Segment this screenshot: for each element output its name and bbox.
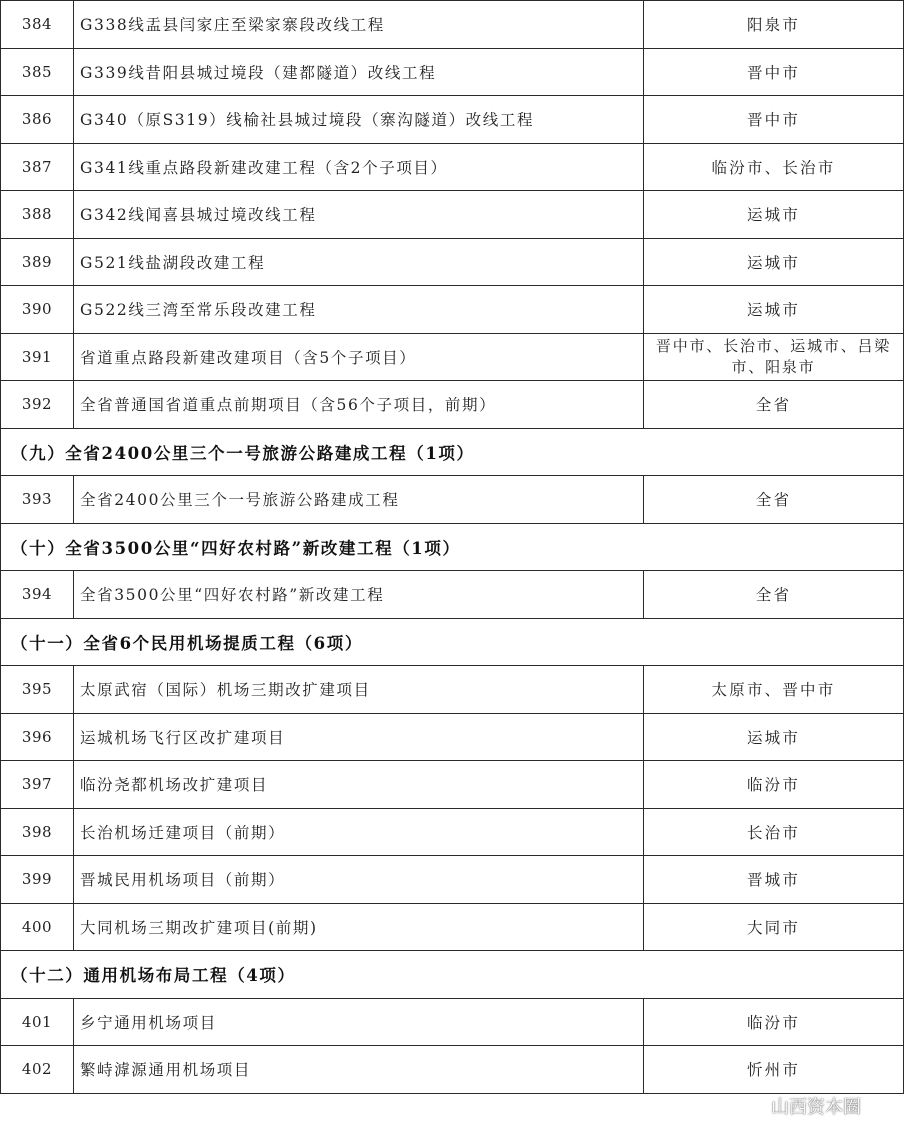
section-title: （十）全省3500公里“四好农村路”新改建工程（1项） [1, 523, 904, 571]
row-number: 402 [1, 1046, 74, 1094]
table-row [1, 381, 904, 429]
project-name: 太原武宿（国际）机场三期改扩建项目 [74, 666, 644, 714]
project-region: 全省 [644, 476, 904, 524]
project-region: 运城市 [644, 713, 904, 761]
project-region: 临汾市 [644, 761, 904, 809]
project-table-body [1, 1, 904, 1094]
project-name: 全省普通国省道重点前期项目（含56个子项目，前期） [74, 381, 644, 429]
project-name: 长治机场迁建项目（前期） [74, 808, 644, 856]
row-number: 391 [1, 333, 74, 381]
table-row [1, 856, 904, 904]
section-title: （九）全省2400公里三个一号旅游公路建成工程（1项） [1, 428, 904, 476]
table-row [1, 808, 904, 856]
table-row [1, 1046, 904, 1094]
section-header-row [1, 523, 904, 571]
row-number: 392 [1, 381, 74, 429]
row-number: 396 [1, 713, 74, 761]
row-number: 398 [1, 808, 74, 856]
row-number: 401 [1, 998, 74, 1046]
project-name: G340（原S319）线榆社县城过境段（寨沟隧道）改线工程 [74, 96, 644, 144]
section-header-row [1, 618, 904, 666]
project-region: 运城市 [644, 191, 904, 239]
table-row [1, 96, 904, 144]
watermark-text: 山西资本圈 [771, 1097, 861, 1118]
table-row [1, 191, 904, 239]
row-number: 400 [1, 903, 74, 951]
project-name: 全省3500公里“四好农村路”新改建工程 [74, 571, 644, 619]
section-title: （十一）全省6个民用机场提质工程（6项） [1, 618, 904, 666]
project-region: 运城市 [644, 238, 904, 286]
project-region: 全省 [644, 381, 904, 429]
project-name: 繁峙滹源通用机场项目 [74, 1046, 644, 1094]
section-title: （十二）通用机场布局工程（4项） [1, 951, 904, 999]
table-row [1, 571, 904, 619]
table-row [1, 998, 904, 1046]
table-row [1, 1, 904, 49]
project-region: 全省 [644, 571, 904, 619]
project-region: 忻州市 [644, 1046, 904, 1094]
row-number: 386 [1, 96, 74, 144]
project-region: 阳泉市 [644, 1, 904, 49]
row-number: 387 [1, 143, 74, 191]
section-header-row [1, 951, 904, 999]
project-name: G522线三湾至常乐段改建工程 [74, 286, 644, 334]
project-name: 运城机场飞行区改扩建项目 [74, 713, 644, 761]
row-number: 384 [1, 1, 74, 49]
project-region: 太原市、晋中市 [644, 666, 904, 714]
row-number: 399 [1, 856, 74, 904]
project-name: 大同机场三期改扩建项目(前期) [74, 903, 644, 951]
project-name: 乡宁通用机场项目 [74, 998, 644, 1046]
project-region: 运城市 [644, 286, 904, 334]
row-number: 390 [1, 286, 74, 334]
project-name: 省道重点路段新建改建项目（含5个子项目） [74, 333, 644, 381]
project-region: 晋中市 [644, 48, 904, 96]
row-number: 385 [1, 48, 74, 96]
table-row [1, 903, 904, 951]
row-number: 397 [1, 761, 74, 809]
project-region: 长治市 [644, 808, 904, 856]
table-row [1, 333, 904, 381]
project-name: G341线重点路段新建改建工程（含2个子项目） [74, 143, 644, 191]
table-row [1, 761, 904, 809]
project-region: 晋中市 [644, 96, 904, 144]
project-region: 晋城市 [644, 856, 904, 904]
project-name: G338线盂县闫家庄至梁家寨段改线工程 [74, 1, 644, 49]
project-region: 大同市 [644, 903, 904, 951]
section-header-row [1, 428, 904, 476]
project-name: 全省2400公里三个一号旅游公路建成工程 [74, 476, 644, 524]
row-number: 394 [1, 571, 74, 619]
project-region: 临汾市、长治市 [644, 143, 904, 191]
table-row [1, 143, 904, 191]
project-name: G342线闻喜县城过境改线工程 [74, 191, 644, 239]
table-row [1, 48, 904, 96]
table-row [1, 286, 904, 334]
project-name: 临汾尧都机场改扩建项目 [74, 761, 644, 809]
project-region: 临汾市 [644, 998, 904, 1046]
wechat-icon [735, 1094, 765, 1118]
project-name: 晋城民用机场项目（前期） [74, 856, 644, 904]
table-row [1, 476, 904, 524]
project-name: G339线昔阳县城过境段（建都隧道）改线工程 [74, 48, 644, 96]
row-number: 393 [1, 476, 74, 524]
table-row [1, 238, 904, 286]
table-row [1, 666, 904, 714]
project-name: G521线盐湖段改建工程 [74, 238, 644, 286]
project-region: 晋中市、长治市、运城市、吕梁市、阳泉市 [644, 333, 904, 381]
row-number: 395 [1, 666, 74, 714]
table-row [1, 713, 904, 761]
watermark [735, 1092, 861, 1120]
row-number: 389 [1, 238, 74, 286]
row-number: 388 [1, 191, 74, 239]
